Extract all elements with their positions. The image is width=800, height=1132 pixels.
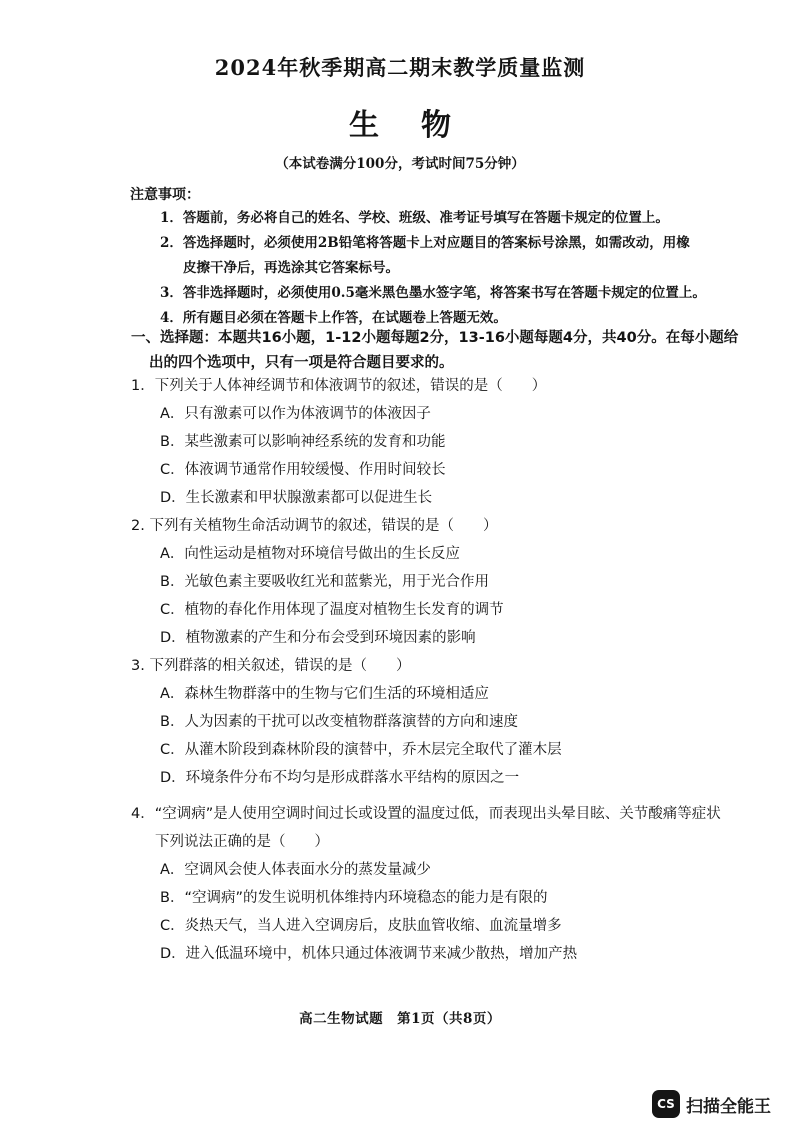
option-c: C．体液调节通常作用较缓慢、作用时间较长 <box>160 462 446 478</box>
option-d: D．植物激素的产生和分布会受到环境因素的影响 <box>160 630 476 646</box>
option-d: D．环境条件分布不均匀是形成群落水平结构的原因之一 <box>160 770 520 786</box>
question-2 <box>131 512 781 652</box>
option-a: A．只有激素可以作为体液调节的体液因子 <box>160 406 431 422</box>
notice-item-4: 4．所有题目必须在答题卡上作答，在试题卷上答题无效。 <box>160 310 507 326</box>
question-stem: 4．“空调病”是人使用空调时间过长或设置的温度过低，而表现出头晕目眩、关节酸痛等症状 <box>131 806 721 822</box>
question-stem: 1．下列关于人体神经调节和体液调节的叙述，错误的是（ ） <box>131 378 547 394</box>
question-1 <box>131 372 781 512</box>
section-intro-line-2: 出的四个选项中，只有一项是符合题目要求的。 <box>149 355 454 371</box>
question-stem: 2. 下列有关植物生命活动调节的叙述，错误的是（ ） <box>131 518 498 534</box>
option-a: A．空调风会使人体表面水分的蒸发量减少 <box>160 862 431 878</box>
option-b: B．“空调病”的发生说明机体维持内环境稳态的能力是有限的 <box>160 890 548 906</box>
option-b: B．某些激素可以影响神经系统的发育和功能 <box>160 434 446 450</box>
option-c: C．炎热天气，当人进入空调房后，皮肤血管收缩、血流量增多 <box>160 918 562 934</box>
exam-title: 2024年秋季期高二期末教学质量监测 <box>214 55 586 80</box>
question-stem: 3. 下列群落的相关叙述，错误的是（ ） <box>131 658 411 674</box>
option-a: A．向性运动是植物对环境信号做出的生长反应 <box>160 546 460 562</box>
option-d: D．生长激素和甲状腺激素都可以促进生长 <box>160 490 433 506</box>
question-3 <box>131 652 781 792</box>
notice-item-2: 2．答选择题时，必须使用2B铅笔将答题卡上对应题目的答案标号涂黑，如需改动，用橡 <box>160 235 690 251</box>
option-a: A．森林生物群落中的生物与它们生活的环境相适应 <box>160 686 489 702</box>
notice-item-3: 3．答非选择题时，必须使用0.5毫米黑色墨水签字笔，将答案书写在答题卡规定的位置上。 <box>160 285 706 301</box>
score-note: （本试卷满分100分，考试时间75分钟） <box>275 156 525 172</box>
option-d: D．进入低温环境中，机体只通过体液调节来减少散热，增加产热 <box>160 946 578 962</box>
option-c: C．从灌木阶段到森林阶段的演替中，乔木层完全取代了灌木层 <box>160 742 562 758</box>
watermark-text: 扫描全能王 <box>686 1096 771 1117</box>
scanner-watermark <box>652 1086 771 1122</box>
notice-list <box>160 206 760 331</box>
page-footer: 高二生物试题 第1页（共8页） <box>299 1011 501 1027</box>
section-intro-line-1: 一、选择题：本题共16小题，1-12小题每题2分，13-16小题每题4分，共40分。在每小题给 <box>131 330 739 346</box>
camscanner-logo-icon: CS <box>652 1090 680 1118</box>
subject-title: 生物 <box>349 108 493 143</box>
notice-item-1: 1．答题前，务必将自己的姓名、学校、班级、准考证号填写在答题卡规定的位置上。 <box>160 210 669 226</box>
option-b: B．光敏色素主要吸收红光和蓝紫光，用于光合作用 <box>160 574 489 590</box>
option-c: C．植物的春化作用体现了温度对植物生长发育的调节 <box>160 602 504 618</box>
section-intro <box>131 326 771 376</box>
notice-heading: 注意事项： <box>130 187 200 203</box>
question-stem-cont: 下列说法正确的是（ ） <box>155 834 329 850</box>
option-b: B．人为因素的干扰可以改变植物群落演替的方向和速度 <box>160 714 518 730</box>
question-4 <box>131 800 781 968</box>
notice-item-2-cont: 皮擦干净后，再选涂其它答案标号。 <box>183 260 399 276</box>
